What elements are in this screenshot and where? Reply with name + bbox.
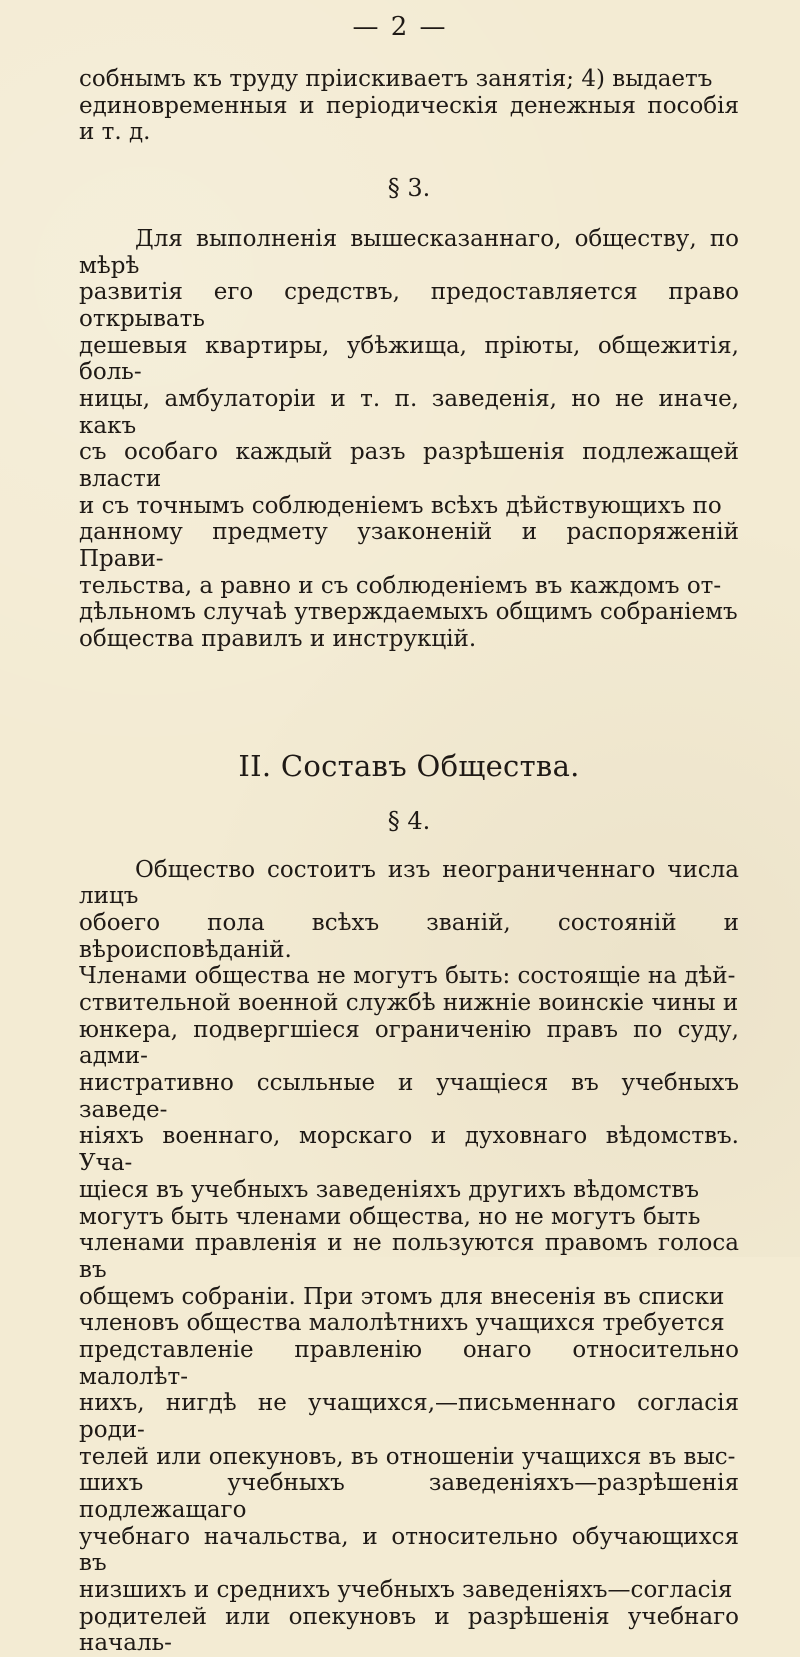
section-3-line-6: и съ точнымъ соблюденіемъ всѣхъ дѣйствующихъ по [79,492,722,519]
section-4-line-4: ствительной военной службѣ нижніе воинскіе чины и [79,990,739,1017]
section-4-line-5: юнкера, подвергшіеся ограниченію правъ по суду, адми- [79,1016,739,1070]
section-4-line-19: родителей или опекуновъ и разрѣшенія учебнаго началь- [79,1603,739,1657]
section-3-line-2: развитія его средствъ, предоставляется право открывать [79,279,739,333]
document-content [79,66,739,1657]
section-3-line-1: Для выполненія вышесказаннаго, обществу, по мѣрѣ [79,226,739,279]
section-4-line-3: Членами общества не могутъ быть: состоящіе на дѣй- [79,963,736,990]
intro-line-1: собнымъ къ труду пріискиваетъ занятія; 4) выдаетъ [79,66,713,92]
intro-line-2: единовременныя и періодическія денежныя пособія и т. д. [79,92,739,146]
section-4-line-17: учебнаго начальства, и относительно обучающихся въ [79,1523,739,1577]
section-3-line-3: дешевыя квартиры, убѣжища, пріюты, общежитія, боль- [79,332,739,386]
section-4-line-9: могутъ быть членами общества, но не могутъ быть [79,1203,701,1230]
section-4-line-18: низшихъ и среднихъ учебныхъ заведеніяхъ—согласія [79,1576,733,1603]
section-4-line-13: представленіе правленію онаго относительно малолѣт- [79,1336,739,1390]
section-4-line-1: Общество состоитъ изъ неограниченнаго числа лицъ [79,856,739,910]
section-4-line-14: нихъ, нигдѣ не учащихся,—письменнаго согласія роди- [79,1390,739,1443]
intro-paragraph [79,66,739,146]
section-3-mark: § 3. [387,174,431,203]
section-4-line-16: шихъ учебныхъ заведеніяхъ—разрѣшенія подлежащаго [79,1470,739,1523]
section-3-line-4: ницы, амбулаторіи и т. п. заведенія, но не иначе, какъ [79,386,739,439]
section-3-line-5: съ особаго каждый разъ разрѣшенія подлежащей власти [79,439,739,493]
section-4-line-2: обоего пола всѣхъ званій, состояній и вѣроисповѣданій. [79,910,739,963]
section-4-line-10: членами правленія и не пользуются правомъ голоса въ [79,1230,739,1283]
section-4-mark: § 4. [387,806,431,835]
section-4-line-6: нистративно ссыльные и учащіеся въ учебныхъ заведе- [79,1070,739,1123]
section-3-line-8: тельства, а равно и съ соблюденіемъ въ каждомъ от- [79,572,722,599]
section-3-paragraph [79,226,739,653]
chapter-title: II. Составъ Общества. [238,748,580,783]
section-4-line-11: общемъ собраніи. При этомъ для внесенія въ списки [79,1283,725,1310]
section-3-line-7: данному предмету узаконеній и распоряженій Прави- [79,519,739,573]
section-3-line-10: общества правилъ и инструкцій. [79,626,477,653]
section-4-line-12: членовъ общества малолѣтнихъ учащихся требуется [79,1310,725,1337]
section-4-line-7: ніяхъ военнаго, морскаго и духовнаго вѣдомствъ. Уча- [79,1123,739,1177]
page-number: — 2 — [352,12,448,42]
section-4-line-8: щіеся въ учебныхъ заведеніяхъ другихъ вѣдомствъ [79,1176,700,1203]
section-4-line-15: телей или опекуновъ, въ отношеніи учащихся въ выс- [79,1443,736,1470]
section-3-line-9: дѣльномъ случаѣ утверждаемыхъ общимъ собраніемъ [79,599,738,626]
